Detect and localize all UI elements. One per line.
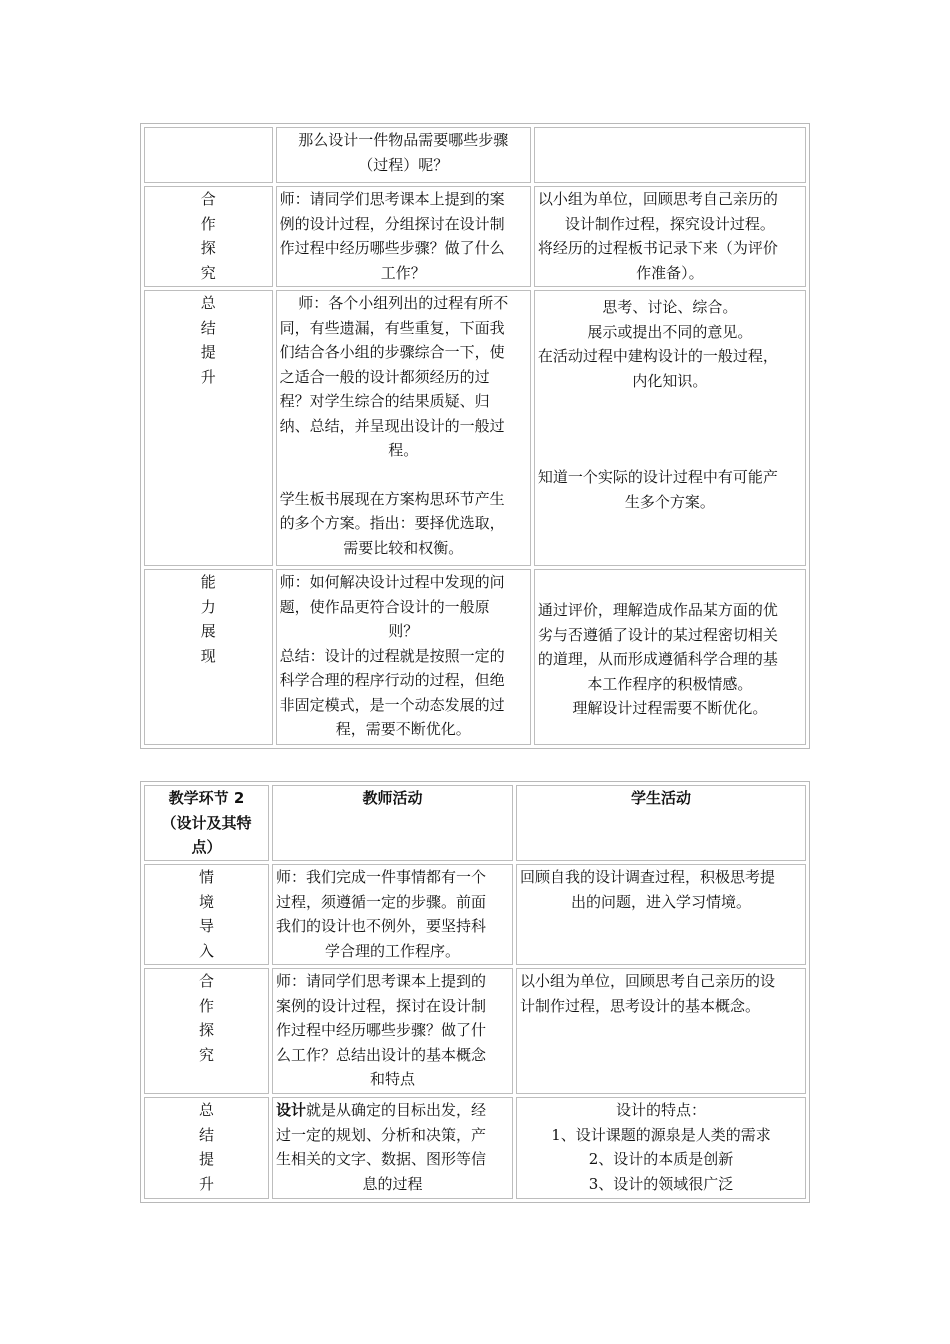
text-line: 例的设计过程，分组探讨在设计制 <box>279 214 505 233</box>
text-line: 那么设计一件物品需要哪些步骤 <box>298 131 509 149</box>
text-line: 回顾自我的设计调查过程，积极思考提 <box>520 868 776 886</box>
stage-char: 探 <box>198 1021 214 1039</box>
text-line: 的多个方案。指出：要择优选取， <box>279 514 505 532</box>
stage-char: 力 <box>200 597 216 616</box>
text-line: 程。 <box>388 441 419 459</box>
text-line: 则？ <box>388 622 419 640</box>
text-line: 案例的设计过程，探讨在设计制 <box>276 996 487 1015</box>
text-line: 总结：设计的过程就是按照一定的 <box>279 646 505 665</box>
teacher-cell <box>276 569 531 745</box>
lesson-table-1 <box>140 123 810 749</box>
student-cell <box>516 968 806 1094</box>
text-line: 内化知识。 <box>632 371 708 390</box>
stage-char: 升 <box>198 1174 214 1193</box>
table-header-row <box>144 785 806 861</box>
text-line: 2、设计的本质是创新 <box>588 1150 734 1168</box>
student-cell <box>534 569 806 745</box>
blank-line <box>538 417 802 441</box>
table-row <box>144 1097 806 1199</box>
header-line: 点） <box>191 838 222 856</box>
student-cell <box>516 864 806 965</box>
text-line: 息的过程 <box>362 1174 423 1193</box>
text-line: 3、设计的领域很广泛 <box>588 1174 734 1193</box>
student-cell <box>534 127 806 183</box>
teacher-cell <box>276 127 531 183</box>
text-line: 纳、总结，并呈现出设计的一般过 <box>279 416 505 435</box>
text-line: 和特点 <box>369 1070 415 1088</box>
stage-cell <box>144 186 273 287</box>
stage-char: 合 <box>200 190 216 208</box>
stage-cell <box>144 127 273 183</box>
header-line: （设计及其特 <box>161 813 252 832</box>
stage-char: 导 <box>198 917 214 935</box>
text-line: 需要比较和权衡。 <box>343 538 464 557</box>
stage-char: 总 <box>198 1101 214 1119</box>
text-line <box>276 1098 509 1123</box>
text-line: 设计制作过程，探究设计过程。 <box>564 214 775 233</box>
table-row <box>144 186 806 287</box>
stage-cell <box>144 569 273 745</box>
text-line: 1、设计课题的源泉是人类的需求 <box>551 1125 771 1144</box>
header-line: 教学环节 2 <box>168 789 245 807</box>
text-line: 生多个方案。 <box>624 492 715 511</box>
student-cell <box>534 186 806 287</box>
stage-char: 入 <box>198 941 214 960</box>
stage-char: 结 <box>200 318 216 337</box>
stage-char: 提 <box>198 1150 214 1168</box>
blank-line <box>538 393 802 417</box>
text-line: 劣与否遵循了设计的某过程密切相关 <box>537 625 778 644</box>
stage-cell <box>144 1097 269 1199</box>
text-line: 非固定模式，是一个动态发展的过 <box>279 695 505 714</box>
text-line: 师：我们完成一件事情都有一个 <box>276 868 487 886</box>
text-line: 知道一个实际的设计过程中有可能产 <box>537 468 778 486</box>
student-cell <box>534 290 806 566</box>
stage-char: 究 <box>200 263 216 282</box>
text-line: 的道理，从而形成遵循科学合理的基 <box>537 650 778 668</box>
stage-char: 总 <box>200 294 216 312</box>
text-line: 工作？ <box>380 263 426 282</box>
teacher-cell <box>276 290 531 566</box>
text-line: 么工作？总结出设计的基本概念 <box>276 1045 487 1064</box>
text-line: 理解设计过程需要不断优化。 <box>572 699 768 717</box>
text-line: 在活动过程中建构设计的一般过程， <box>537 347 778 365</box>
text-line: 们结合各小组的步骤综合一下，使 <box>279 343 505 361</box>
text-line: 设计的特点： <box>615 1101 706 1119</box>
stage-char: 展 <box>200 622 216 640</box>
stage-char: 现 <box>200 646 216 665</box>
blank-line <box>280 463 527 487</box>
text-line: 将经历的过程板书记录下来（为评价 <box>537 239 778 257</box>
text-line: 师：如何解决设计过程中发现的问 <box>279 573 505 591</box>
teacher-cell <box>276 186 531 287</box>
text-line: 本工作程序的积极情感。 <box>587 674 753 693</box>
text-line: 计制作过程，思考设计的基本概念。 <box>520 996 761 1015</box>
table-row <box>144 290 806 566</box>
text-line: 展示或提出不同的意见。 <box>587 322 753 341</box>
blank-line <box>538 441 802 465</box>
text-line: 师：请同学们思考课本上提到的 <box>276 972 487 990</box>
text-line: 通过评价，理解造成作品某方面的优 <box>537 601 778 619</box>
stage-cell <box>144 864 269 965</box>
text-line: 作过程中经历哪些步骤？做了什么 <box>279 239 505 257</box>
stage-char: 结 <box>198 1125 214 1144</box>
text-run: 就是从确定的目标出发，经 <box>306 1101 487 1119</box>
stage-char: 究 <box>198 1045 214 1064</box>
stage-char: 境 <box>198 892 214 911</box>
text-line: 师：请同学们思考课本上提到的案 <box>279 190 505 208</box>
text-line: 题，使作品更符合设计的一般原 <box>279 597 490 616</box>
text-line: 学生板书展现在方案构思环节产生 <box>279 489 505 508</box>
text-line: 程？对学生综合的结果质疑、归 <box>279 392 490 410</box>
term-bold: 设计 <box>276 1101 307 1119</box>
text-line: （过程）呢？ <box>358 155 449 174</box>
text-line: 学合理的工作程序。 <box>324 941 460 960</box>
text-line: 生相关的文字、数据、图形等信 <box>276 1150 487 1168</box>
text-line: 之适合一般的设计都须经历的过 <box>279 367 490 386</box>
text-line: 作过程中经历哪些步骤？做了什 <box>276 1021 487 1039</box>
table-row <box>144 127 806 183</box>
stage-char: 升 <box>200 367 216 386</box>
text-line: 以小组为单位，回顾思考自己亲历的 <box>537 190 778 208</box>
stage-char: 能 <box>200 573 216 591</box>
text-line: 科学合理的程序行动的过程，但绝 <box>279 671 505 689</box>
stage-char: 合 <box>198 972 214 990</box>
table-row <box>144 864 806 965</box>
teacher-cell <box>272 864 513 965</box>
stage-char: 作 <box>198 996 214 1015</box>
teacher-cell <box>272 1097 513 1199</box>
stage-char: 作 <box>200 214 216 233</box>
table-row <box>144 968 806 1094</box>
text-line: 以小组为单位，回顾思考自己亲历的设 <box>520 972 776 990</box>
text-line: 作准备）。 <box>636 263 704 282</box>
stage-char: 情 <box>198 868 214 886</box>
stage-cell <box>144 290 273 566</box>
text-line: 思考、讨论、综合。 <box>602 298 738 316</box>
text-line: 过程，须遵循一定的步骤。前面 <box>276 892 487 911</box>
text-line: 我们的设计也不例外，要坚持科 <box>276 917 487 935</box>
stage-header <box>144 785 269 861</box>
teacher-activity-header: 教师活动 <box>272 785 513 861</box>
text-line: 出的问题，进入学习情境。 <box>570 892 751 911</box>
text-line: 程，需要不断优化。 <box>335 720 471 738</box>
student-activity-header: 学生活动 <box>516 785 806 861</box>
student-cell <box>516 1097 806 1199</box>
lesson-table-2 <box>140 781 810 1203</box>
stage-char: 提 <box>200 343 216 361</box>
text-line: 师：各个小组列出的过程有所不 <box>298 294 509 312</box>
teacher-cell <box>272 968 513 1094</box>
stage-char: 探 <box>200 239 216 257</box>
text-line: 过一定的规划、分析和决策，产 <box>276 1125 487 1144</box>
text-line: 同，有些遗漏，有些重复，下面我 <box>279 318 505 337</box>
table-row <box>144 569 806 745</box>
stage-cell <box>144 968 269 1094</box>
